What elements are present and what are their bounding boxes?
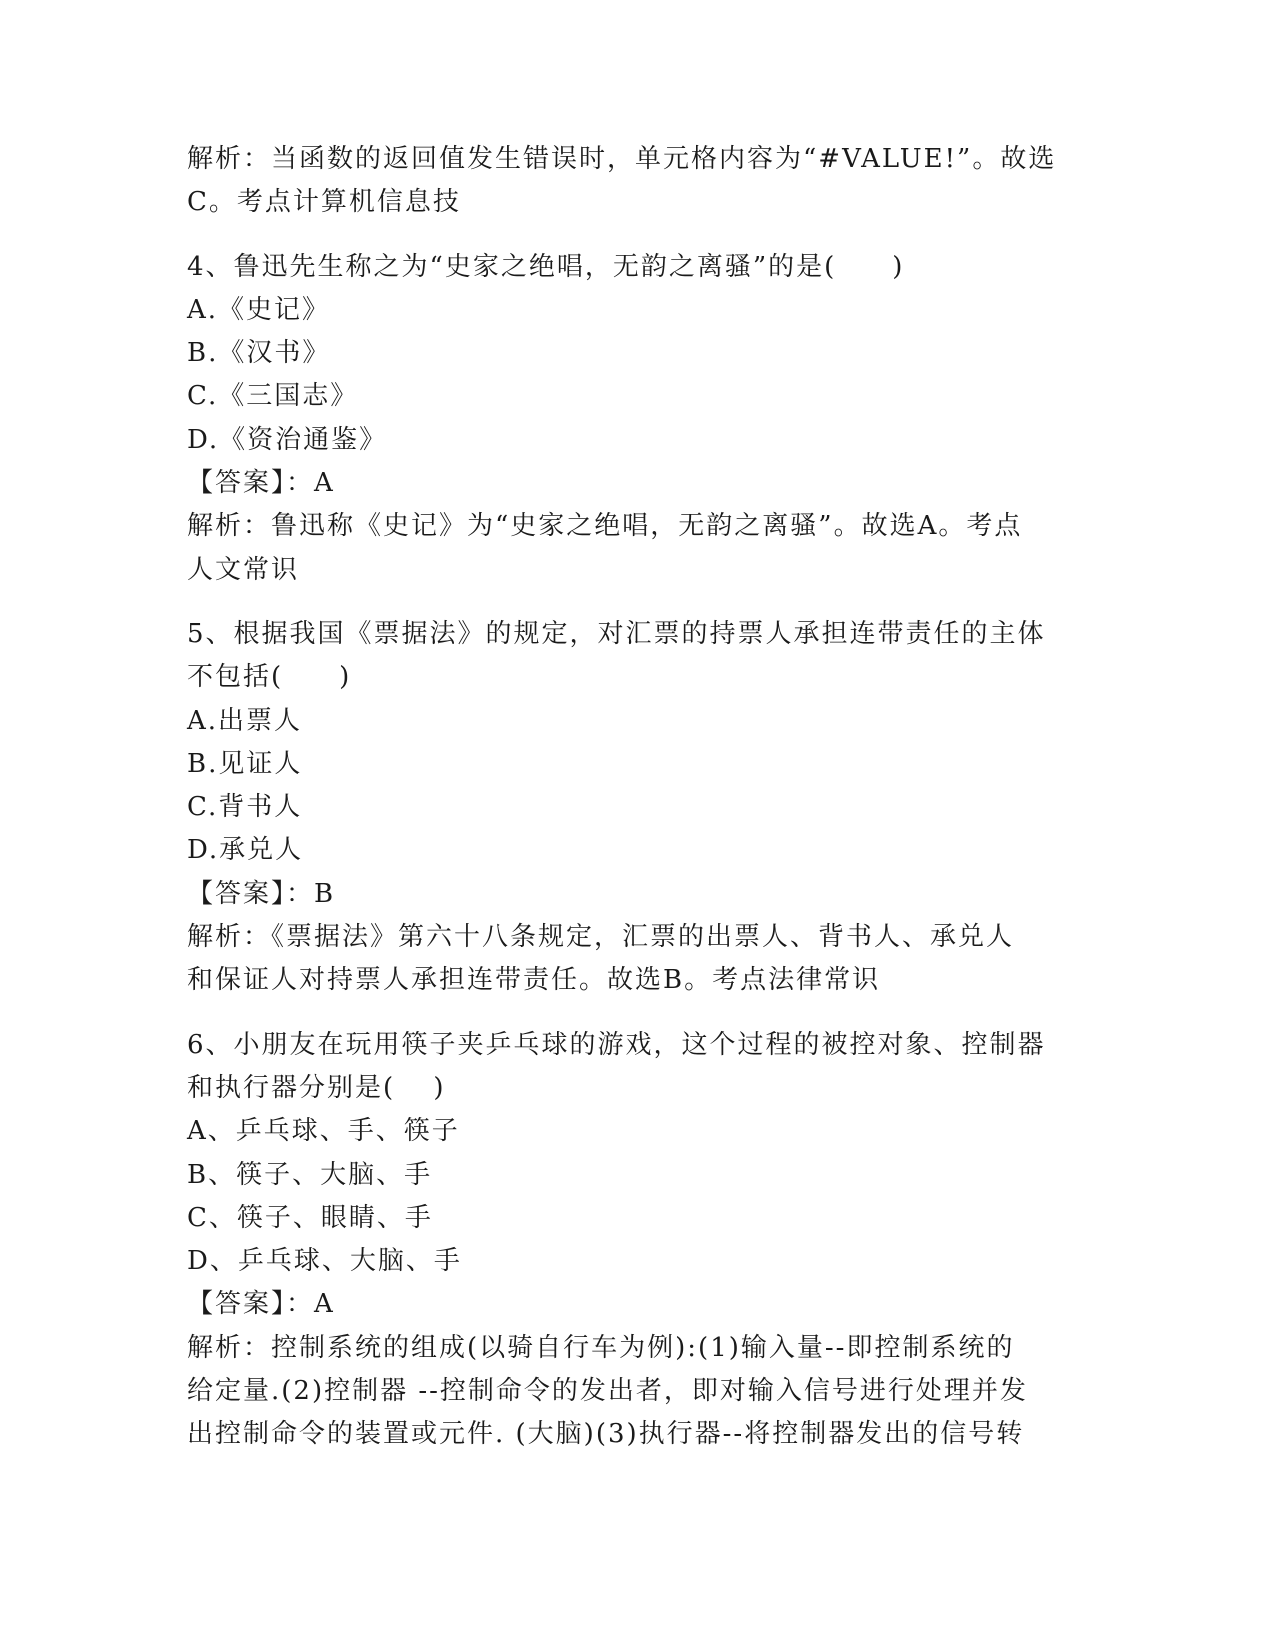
question-stem: 5、根据我国《票据法》的规定，对汇票的持票人承担连带责任的主体 — [187, 618, 1046, 649]
answer: 【答案】：A — [187, 468, 335, 499]
option-d: D.《资治通鉴》 — [187, 424, 388, 455]
option-b: B.《汉书》 — [187, 338, 331, 369]
analysis-line: 给定量.(2)控制器 --控制命令的发出者，即对输入信号进行处理并发 — [187, 1376, 1028, 1407]
option-c: C、筷子、眼睛、手 — [187, 1202, 433, 1233]
question-6 — [187, 1024, 1087, 1457]
option-b: B、筷子、大脑、手 — [187, 1159, 433, 1190]
analysis-line: 人文常识 — [187, 554, 300, 585]
option-c: C.背书人 — [187, 792, 303, 823]
q3-analysis — [187, 138, 1087, 225]
question-5 — [187, 613, 1087, 1003]
question-4 — [187, 246, 1087, 592]
question-stem: 6、小朋友在玩用筷子夹乒乓球的游戏，这个过程的被控对象、控制器 — [187, 1029, 1046, 1060]
analysis-line: 解析：鲁迅称《史记》为“史家之绝唱，无韵之离骚”。故选A。考点 — [187, 511, 1023, 542]
answer: 【答案】：A — [187, 1289, 335, 1320]
option-a: A.出票人 — [187, 705, 303, 736]
analysis-line: 解析：控制系统的组成(以骑自行车为例):(1)输入量--即控制系统的 — [187, 1332, 1015, 1363]
question-stem: 4、鲁迅先生称之为“史家之绝唱，无韵之离骚”的是( ) — [187, 251, 905, 282]
analysis-line: 出控制命令的装置或元件. (大脑)(3)执行器--将控制器发出的信号转 — [187, 1419, 1025, 1450]
analysis-line: 解析：当函数的返回值发生错误时，单元格内容为“#VALUE!”。故选 — [187, 144, 1057, 174]
option-d: D、乒乓球、大脑、手 — [187, 1246, 462, 1277]
analysis-line: 和保证人对持票人承担连带责任。故选B。考点法律常识 — [187, 965, 881, 996]
answer: 【答案】：B — [187, 878, 336, 909]
analysis-line: C。考点计算机信息技 — [187, 187, 461, 218]
option-b: B.见证人 — [187, 748, 303, 779]
question-stem: 和执行器分别是( ) — [187, 1072, 446, 1103]
question-stem: 不包括( ) — [187, 662, 352, 693]
option-d: D.承兑人 — [187, 835, 304, 866]
option-a: A、乒乓球、手、筷子 — [187, 1116, 460, 1147]
option-a: A.《史记》 — [187, 294, 331, 325]
analysis-line: 解析：《票据法》第六十八条规定，汇票的出票人、背书人、承兑人 — [187, 922, 1015, 953]
document-page — [187, 138, 1087, 1457]
option-c: C.《三国志》 — [187, 381, 359, 412]
